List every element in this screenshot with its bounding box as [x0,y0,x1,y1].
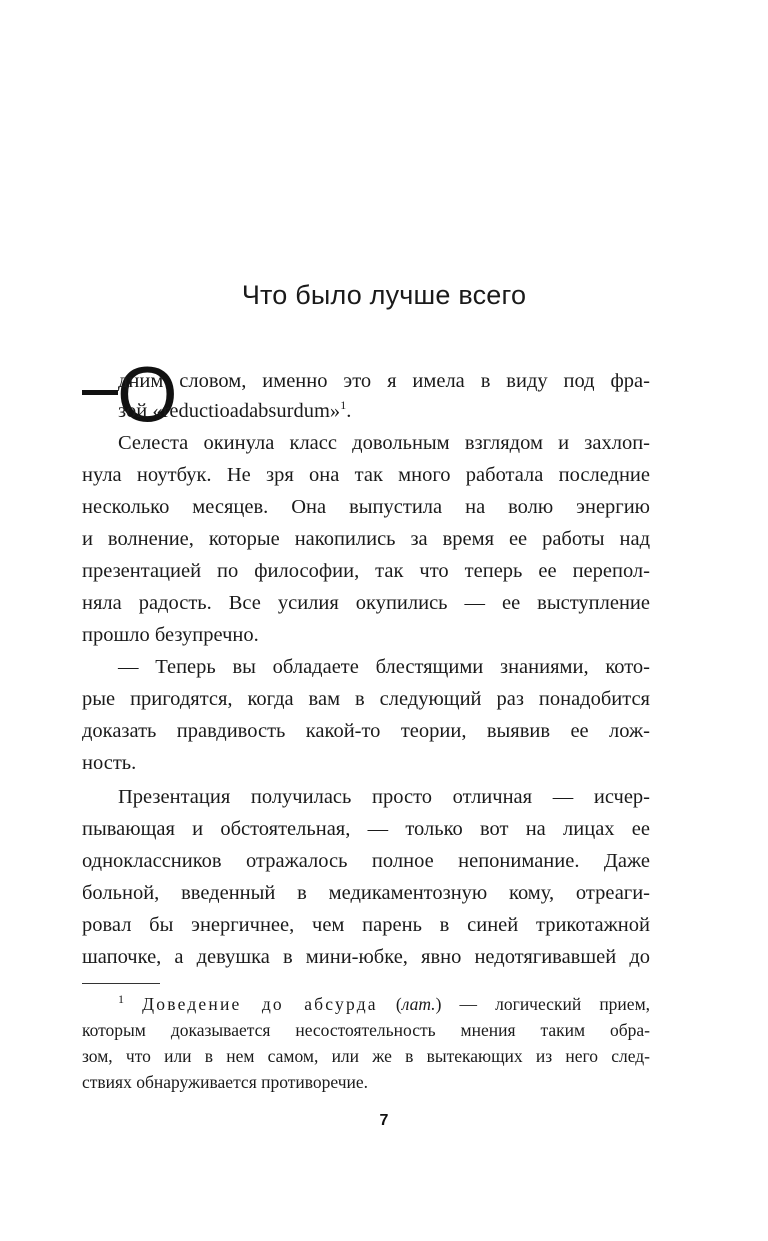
body-line: ровал бы энергичнее, чем парень в синей трикотажной [82,914,650,936]
body-line: и волнение, которые накопились за время ее работы над [82,528,650,550]
footnote-lang: лат. [401,994,436,1014]
body-line: презентацией по философии, так что теперь ее перепол- [82,560,650,582]
body-line: няла радость. Все усилия окупились — ее выступление [82,592,650,614]
body-line: доказать правдивость какой-то теории, выявив ее лож- [82,720,650,742]
body-line: Селеста окинула класс довольным взглядом и захлоп- [118,432,650,454]
opening-line-2 [118,400,351,423]
body-line: Презентация получилась просто отличная — исчер- [118,786,650,808]
footnote-line-1 [118,994,650,1015]
footnote-line-4: ствиях обнаруживается противоречие. [82,1072,369,1092]
body-line: ность. [82,752,137,774]
footnote-number: 1 [118,992,124,1007]
opening-line-2-text: зой «reductioadabsurdum» [118,400,341,422]
opening-line-1: дним словом, именно это я имела в виду под фра- [118,370,650,392]
body-line: несколько месяцев. Она выпустила на волю энергию [82,496,650,518]
body-line: рые пригодятся, когда вам в следующий раз понадобится [82,688,650,710]
footnote-lang-open: ( [377,994,402,1014]
page-number: 7 [379,1112,389,1129]
footnote-line-1-rest: — логический прием, [441,994,651,1014]
dropcap-dash [82,390,118,395]
dropcap-letter: О [117,350,178,438]
footnote-lang-close: ) [435,994,442,1014]
footnote-line-2: которым доказывается несостоятельность мнения таким обра- [82,1020,650,1040]
body-line: пывающая и обстоятельная, — только вот на лицах ее [82,818,650,840]
body-line: одноклассников отражалось полное непонимание. Даже [82,850,650,872]
opening-line-2-end: . [346,400,352,422]
body-line: нула ноутбук. Не зря она так много работала последние [82,464,650,486]
footnote-ref[interactable]: 1 [340,398,347,413]
footnote-term: Доведение до абсурда [142,994,378,1014]
footnote-line-3: зом, что или в нем самом, или же в вытекающих из него след- [82,1046,650,1066]
body-line: больной, введенный в медикаментозную кому, отреаги- [82,882,650,904]
body-line: — Теперь вы обладаете блестящими знаниями, кото- [118,656,650,678]
footnote-rule [82,983,160,984]
body-line: шапочке, а девушка в мини-юбке, явно недотягивавшей до [82,946,650,968]
page-title: Что было лучше всего [241,280,527,310]
body-line: прошло безупречно. [82,624,259,646]
